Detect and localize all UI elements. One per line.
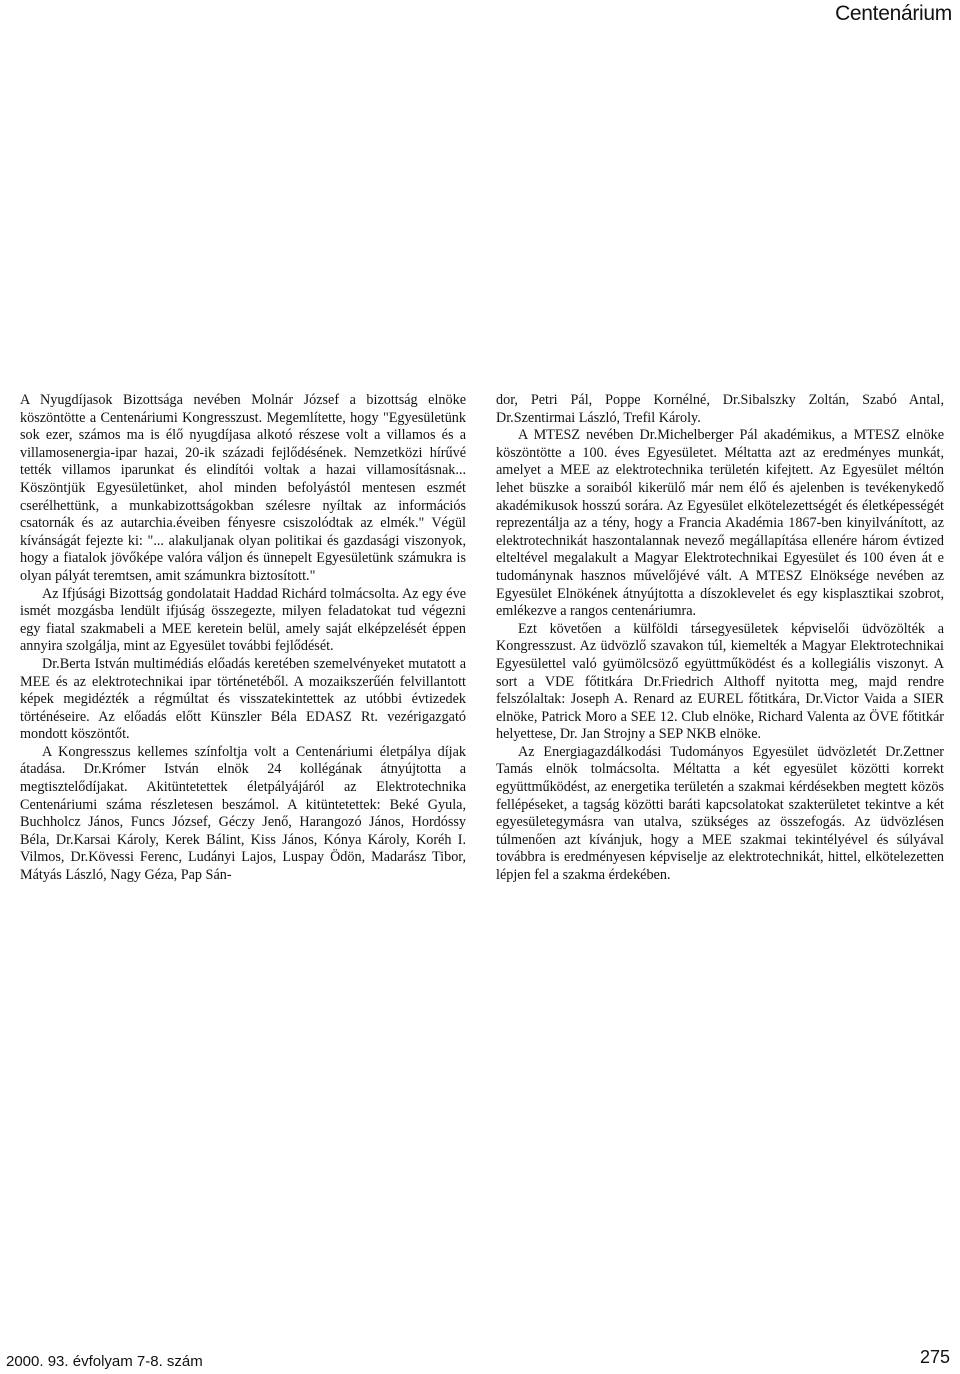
left-column — [20, 392, 466, 885]
issue-info: 2000. 93. évfolyam 7-8. szám — [6, 1353, 203, 1370]
section-title: Centenárium — [835, 2, 952, 25]
paragraph: A Nyugdíjasok Bizottsága nevében Molnár József a bizottság elnöke köszöntötte a Centenáriumi Kongresszust. Megemlítette, hogy "Egyesületünk sok ezer, számos ma is élő nyugdíjasa alkotó részese volt a villamos és a villamosenergia-ipar hazai, 20-ik századi fejlődésének. Nemzetközi hírűvé tették villamos iparunkat és elindítói voltak a hazai villamosításnak... Köszöntjük Egyesületünket, ahol minden befolyástól mentesen eszmét cserélhettünk, a munkabizottságokban szélesre nyíltak az információs csatornák és az autarchia.éveiben fényesre csiszolódtak az elmék." Végül kívánságát fejezte ki: "... alakuljanak olyan politikai és gazdasági viszonyok, hogy a fiatalok jövőképe valóra váljon és ünnepelt Egyesületünk számukra is olyan pályát teremtsen, amit számunkra biztosított." — [20, 392, 466, 584]
paragraph: Az Energiagazdálkodási Tudományos Egyesület üdvözletét Dr.Zettner Tamás elnök tolmácsolta. Méltatta a két egyesület közötti korrekt együttműködést, az energetika területén a szakmai kérdésekben megtett közös fellépéseket, a tagság közötti baráti kapcsolatokat szakterületet tekintve a két egyesületegymásra van utalva, szükséges az összefogás. Az üdvözlésen túlmenően azt kívánjuk, hogy a MEE szakmai tekintélyével és súlyával továbbra is eredményesen képviselje az elektrotechnikát, hittel, elkötelezetten lépjen fel a szakma érdekében. — [496, 743, 944, 884]
paragraph: A MTESZ nevében Dr.Michelberger Pál akadémikus, a MTESZ elnöke köszöntötte a 100. éves Egyesületet. Méltatta azt az eredményes munkát, amelyet a MEE az elektrotechnika területén kifejtett. Az Egyesület méltón lehet büszke a soraiból kikerülő már nem élő és ajelenben is tevékenykedő akadémikusok hosszú sorára. Az Egyesület elkötelezettségét és életképességét reprezentálja az a tény, hogy a Francia Akadémia 1867-ben kinyilvánított, az elektrotechnikát haszontalannak nevező megállapítása ellenére három évtized elteltével megalakult a Magyar Elektrotechnikai Egyesület és 100 éven át e tudománynak hasznos művelőjévé vált. A MTESZ Elnöksége nevében az Egyesület Elnökének átnyújtotta a díszoklevelet és egy kisplasztikai szobrot, emlékezve a rangos centenáriumra. — [496, 427, 944, 620]
right-column — [496, 392, 944, 885]
paragraph: dor, Petri Pál, Poppe Kornélné, Dr.Sibalszky Zoltán, Szabó Antal, Dr.Szentirmai László, Trefil Károly. — [496, 392, 944, 426]
paragraph: Dr.Berta István multimédiás előadás keretében szemelvényeket mutatott a MEE és az elektrotechnikai ipar történetéből. A mozaikszerűén felvillantott képek megidézték a régmúltat és visszatekintettek az utóbbi évtizedek történéseire. Az előadás előtt Künszler Béla EDASZ Rt. vezérigazgató mondott köszöntőt. — [20, 655, 466, 743]
paragraph: A Kongresszus kellemes színfoltja volt a Centenáriumi életpálya díjak átadása. Dr.Krómer István elnök 24 kollégának átnyújtotta a megtisztelődíjakat. Akitüntetettek életpályájáról az Elektrotechnika Centenáriumi száma részletesen beszámol. A kitüntetettek: Beké Gyula, Buchholcz János, Funcs József, Géczy Jenő, Harangozó János, Hordóssy Béla, Dr.Karsai Károly, Kerek Bálint, Kiss János, Kónya Károly, Koréh I. Vilmos, Dr.Kövessi Ferenc, Ludányi Lajos, Luspay Ödön, Madarász Tibor, Mátyás László, Nagy Géza, Pap Sán- — [20, 743, 466, 884]
paragraph: Az Ifjúsági Bizottság gondolatait Haddad Richárd tolmácsolta. Az egy éve ismét mozgásba lendült ifjúság összegezte, milyen feladatokat tud végezni egy fiatal szakmabeli a MEE keretein belül, amely saját elképzelését éppen annyira szolgálja, mint az Egyesület további fejlődését. — [20, 585, 466, 655]
paragraph: Ezt követően a külföldi társegyesületek képviselői üdvözölték a Kongresszust. Az üdvözlő szavakon túl, kiemelték a Magyar Elektrotechnikai Egyesülettel való gyümölcsöző együttműködést és a kollegiális viszonyt. A sort a VDE főtitkára Dr.Friedrich Althoff nyitotta meg, majd rendre felszólaltak: Joseph A. Renard az EUREL főtitkára, Dr.Victor Vaida a SIER elnöke, Patrick Moro a SEE 12. Club elnöke, Richard Valenta az ÖVE főtitkár helyettese, Dr. Jan Strojny a SEP NKB elnöke. — [496, 620, 944, 743]
page-number: 275 — [919, 1347, 950, 1367]
